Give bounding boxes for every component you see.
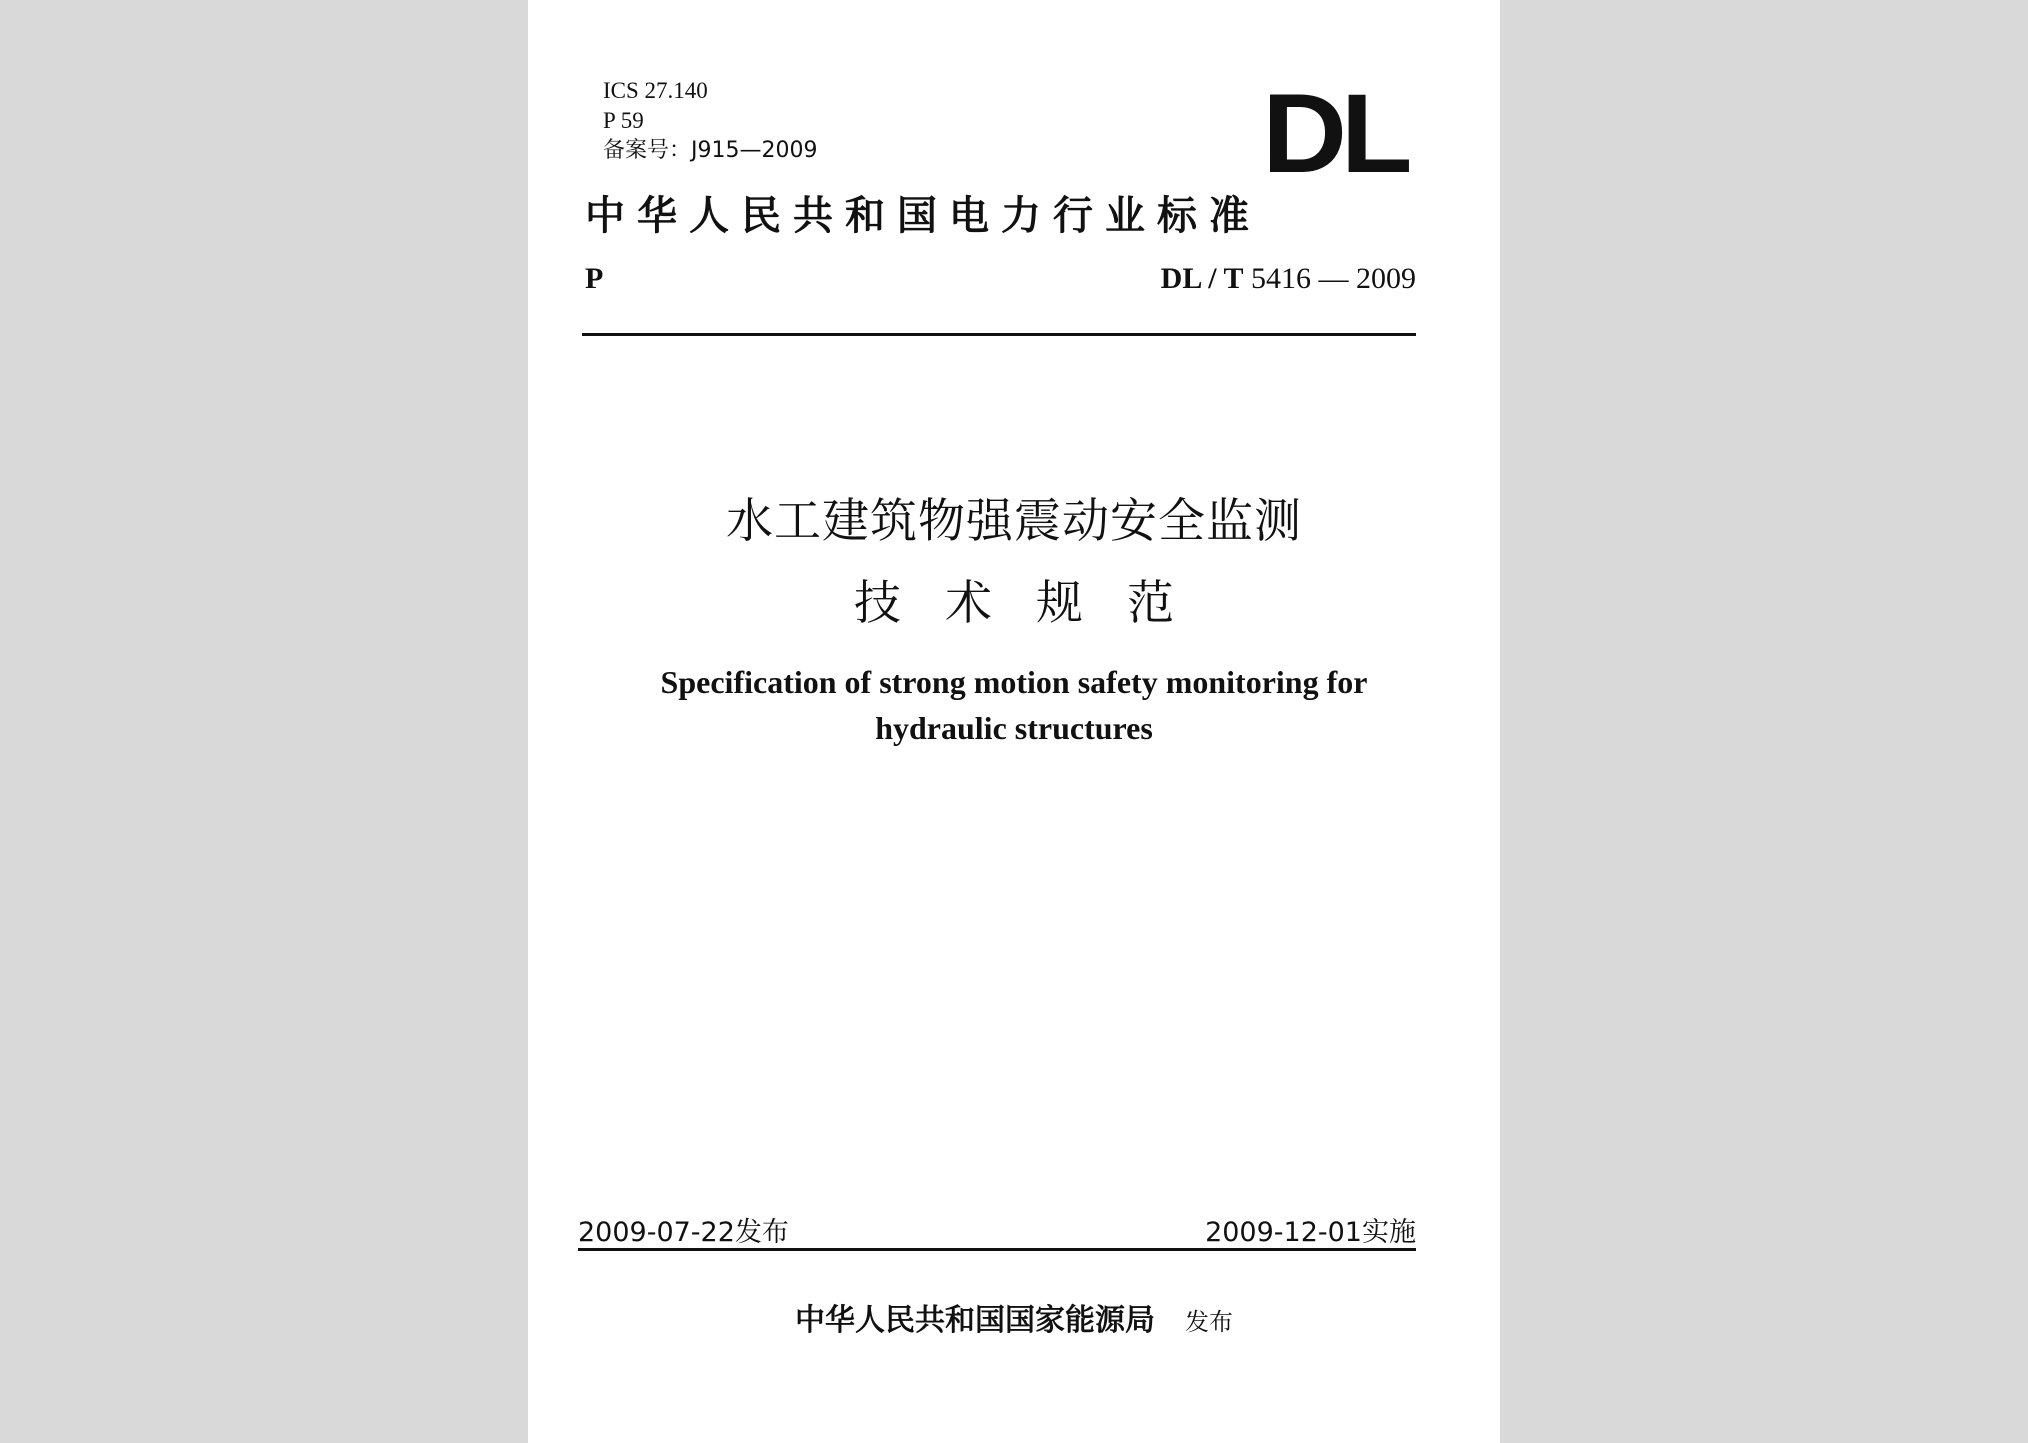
- header-rule: [582, 333, 1416, 336]
- issuer-verb: 发布: [1185, 1308, 1233, 1336]
- classification-code: P 59: [603, 108, 644, 133]
- record-number: 备案号：J915—2009: [603, 138, 818, 163]
- issuer: [528, 1295, 1500, 1339]
- dl-logo: DL: [1261, 71, 1406, 196]
- standard-code: [1161, 262, 1416, 296]
- document-page: [528, 0, 1500, 1443]
- footer-rule: [578, 1248, 1416, 1251]
- issuer-name: 中华人民共和国国家能源局: [795, 1303, 1155, 1338]
- ics-code: ICS 27.140: [603, 78, 708, 103]
- code-number: 5416 — 2009: [1251, 262, 1416, 295]
- standard-title: 中华人民共和国电力行业标准: [585, 192, 1261, 239]
- category-letter: P: [585, 262, 604, 295]
- issue-date: 2009-07-22发布: [578, 1217, 789, 1248]
- cn-title-line2: 技术规范: [854, 576, 1218, 631]
- effective-date: 2009-12-01实施: [1205, 1217, 1416, 1248]
- code-prefix: DL / T: [1160, 262, 1244, 295]
- en-title-line2: hydraulic structures: [875, 710, 1153, 746]
- cn-title-line1: 水工建筑物强震动安全监测: [726, 494, 1302, 549]
- en-title-line1: Specification of strong motion safety monitoring for: [660, 664, 1368, 700]
